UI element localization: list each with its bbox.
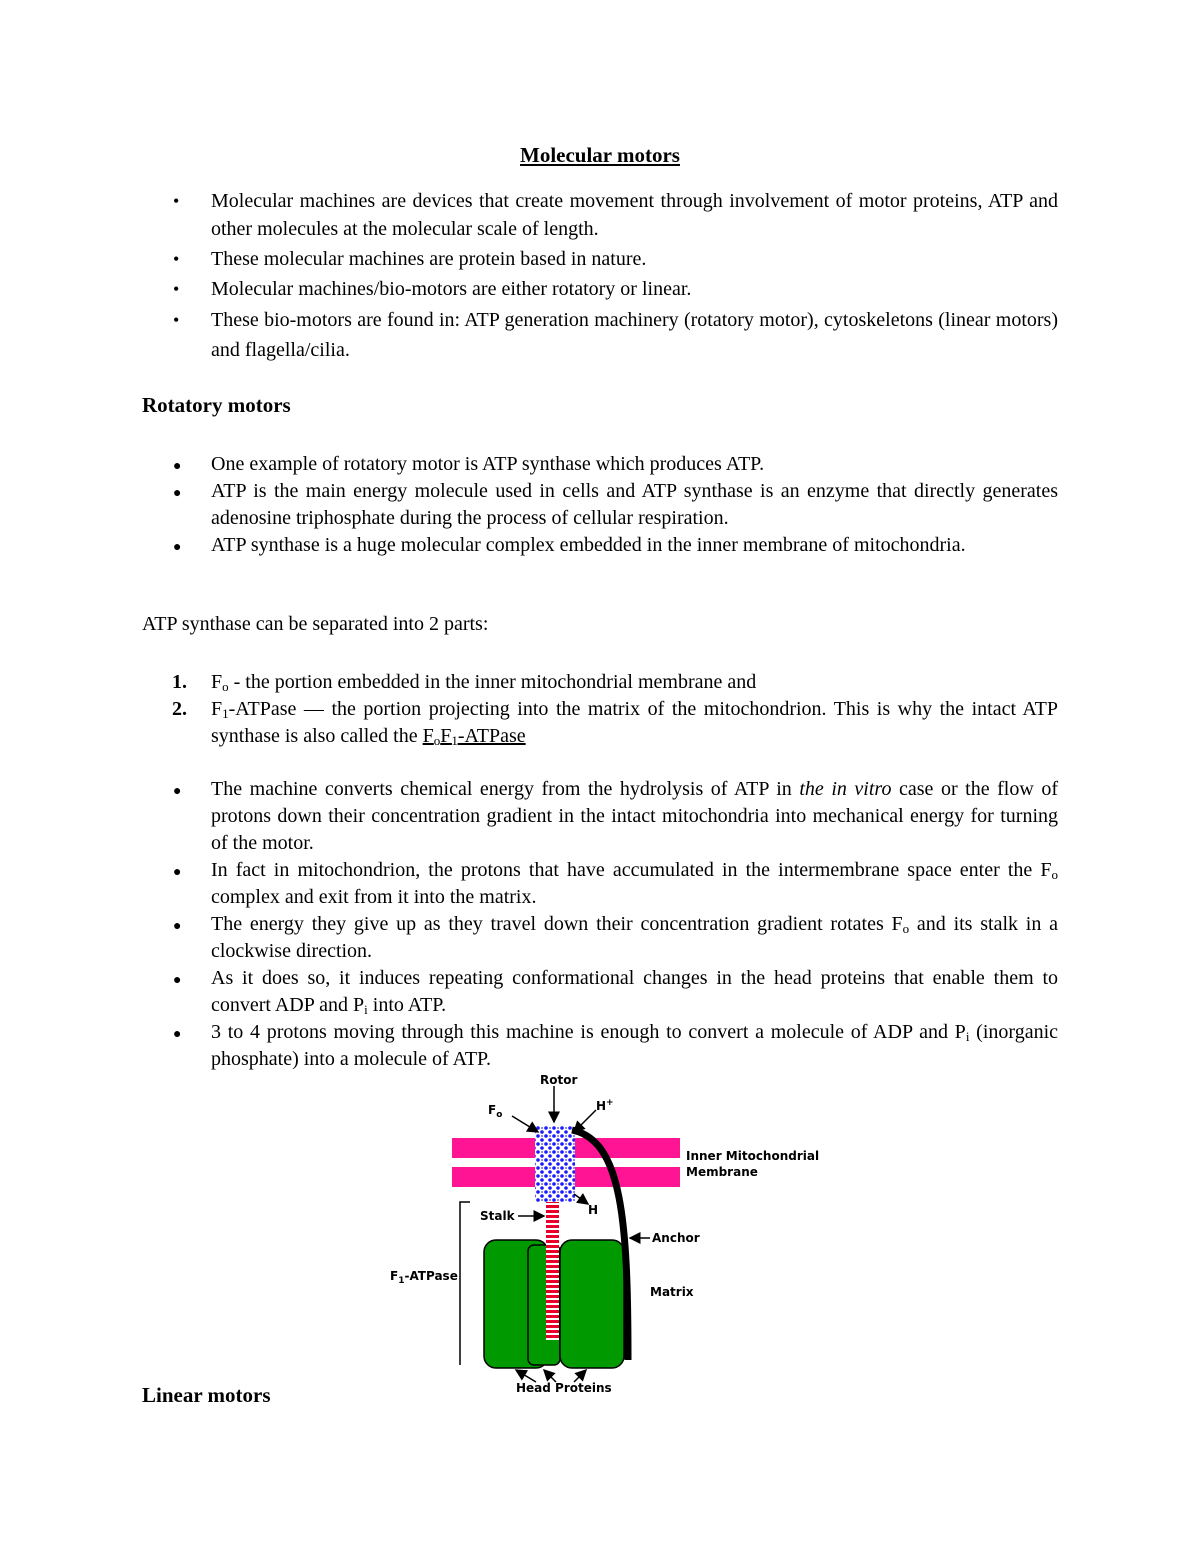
membrane-label-line2: Membrane xyxy=(686,1165,758,1179)
f1-atpase-label: $F_1$-ATPase xyxy=(390,1269,458,1286)
list-item: • These bio-motors are found in: ATP generation machinery (rotatory motor), cytoskeletons (linear motors) and flagella/cilia. xyxy=(0,305,1200,365)
bullet-icon xyxy=(173,478,193,507)
machine-bullet-list xyxy=(0,776,1200,1073)
list-item: ● The machine converts chemical energy from the hydrolysis of ATP in the in vitro case or the flow of protons down their concentration gradient in the intact mitochondria into mechanical energy for turning of the motor. xyxy=(0,776,1200,857)
list-item: ● 3 to 4 protons moving through this machine is enough to convert a molecule of ADP and $P_i$ (inorganic phosphate) into a molecule of ATP. xyxy=(0,1019,1200,1073)
bullet-icon xyxy=(173,187,193,215)
rotatory-bullet-list xyxy=(0,451,1200,559)
head-protein-right xyxy=(560,1240,624,1368)
stalk-label: Stalk xyxy=(480,1209,515,1223)
page-title: Molecular motors xyxy=(520,143,680,167)
list-item: ● The energy they give up as they travel down their concentration gradient rotates $F_o$ and its stalk in a clockwise direction. xyxy=(0,911,1200,965)
bullet-icon xyxy=(173,245,193,273)
bullet-icon xyxy=(173,857,193,886)
bullet-icon xyxy=(173,305,193,335)
f1-bracket xyxy=(460,1202,470,1365)
list-item: ● ATP is the main energy molecule used in cells and ATP synthase is an enzyme that directly generates adenosine triphosphate during the process of cellular respiration. xyxy=(0,478,1200,532)
hplus-arrow xyxy=(574,1110,596,1132)
h-arrow xyxy=(574,1194,588,1204)
stalk-inner xyxy=(546,1240,559,1340)
parts-numbered-list xyxy=(0,669,1200,750)
fo-rotor xyxy=(535,1126,575,1202)
section-heading-rotatory: Rotatory motors xyxy=(142,393,291,417)
bullet-icon xyxy=(173,776,193,805)
list-item: • Molecular machines are devices that create movement through involvement of motor proteins, ATP and other molecules at the molecular scale of length. xyxy=(0,187,1200,243)
parts-intro: ATP synthase can be separated into 2 parts: xyxy=(142,613,489,635)
membrane-label-line1: Inner Mitochondrial xyxy=(686,1149,820,1163)
head-proteins-label: Head Proteins xyxy=(516,1381,612,1395)
matrix-label: Matrix xyxy=(650,1285,694,1299)
hplus-label: H+ xyxy=(596,1098,614,1113)
fo-label: $F_o$ xyxy=(488,1103,503,1120)
anchor-label: Anchor xyxy=(652,1231,700,1245)
rotor-label: Rotor xyxy=(540,1073,578,1087)
list-item: ● As it does so, it induces repeating conformational changes in the head proteins that enable them to convert ADP and $P_i$ into ATP. xyxy=(0,965,1200,1019)
bullet-icon xyxy=(173,965,193,994)
list-item: • Molecular machines/bio-motors are either rotatory or linear. xyxy=(0,275,1200,303)
list-item: • These molecular machines are protein based in nature. xyxy=(0,245,1200,273)
bullet-icon xyxy=(173,451,193,480)
list-item: ● ATP synthase is a huge molecular complex embedded in the inner membrane of mitochondria. xyxy=(0,532,1200,559)
bullet-icon xyxy=(173,911,193,940)
list-item: ● In fact in mitochondrion, the protons that have accumulated in the intermembrane space enter the $F_o$ complex and exit from it into the matrix. xyxy=(0,857,1200,911)
fof1-atpase-term: $F_oF_1$-ATPase xyxy=(422,725,526,748)
bullet-icon xyxy=(173,275,193,303)
h-label: H xyxy=(588,1203,599,1217)
fo-arrow xyxy=(512,1116,538,1132)
intro-bullet-list xyxy=(0,187,1200,365)
atp-synthase-diagram xyxy=(360,1070,840,1400)
list-item: ● One example of rotatory motor is ATP synthase which produces ATP. xyxy=(0,451,1200,478)
section-heading-linear: Linear motors xyxy=(142,1383,271,1407)
list-number: 1. xyxy=(172,671,187,693)
bullet-icon xyxy=(173,1019,193,1048)
list-number: 2. xyxy=(172,698,187,720)
bullet-icon xyxy=(173,532,193,561)
list-item: 2. $F_1$-ATPase — the portion projecting into the matrix of the mitochondrion. This is why the intact ATP synthase is also called the $F_oF_1$-ATPase xyxy=(172,698,1058,748)
list-item: 1. $F_o$ - the portion embedded in the inner mitochondrial membrane and xyxy=(172,671,757,694)
